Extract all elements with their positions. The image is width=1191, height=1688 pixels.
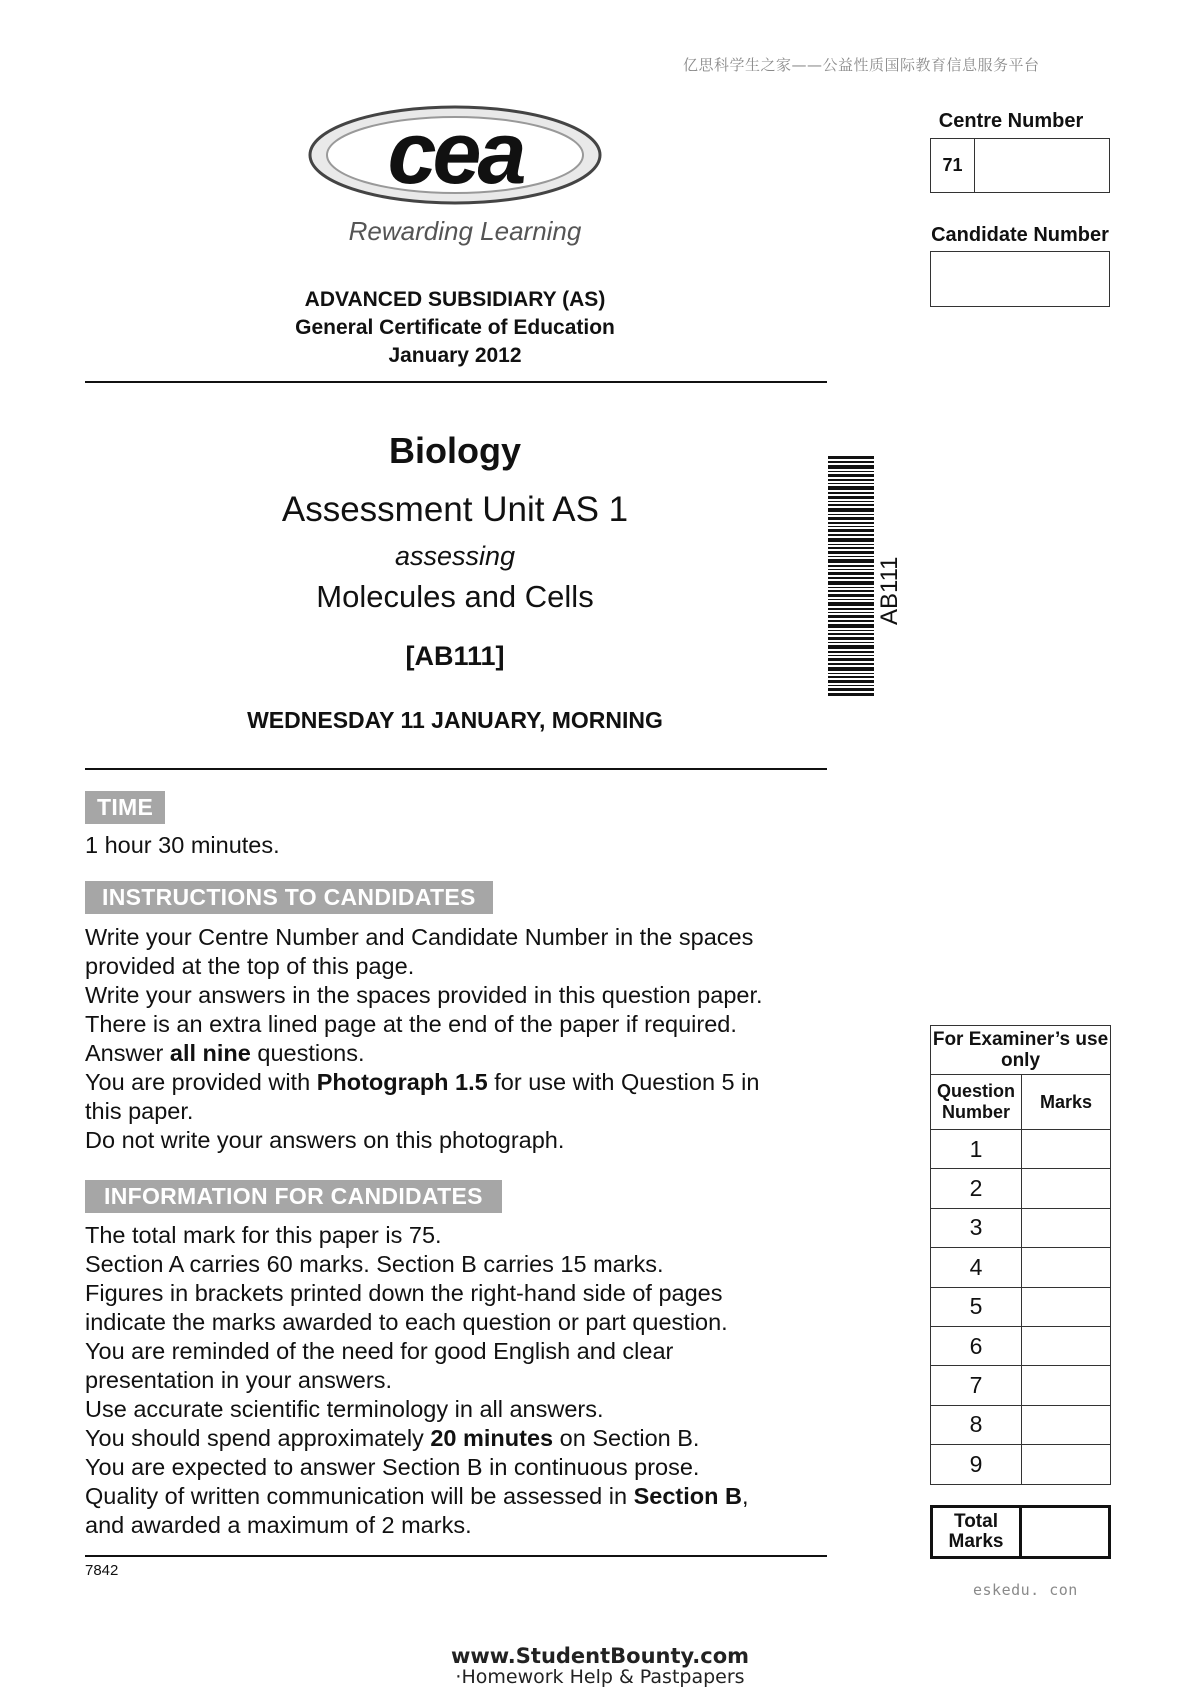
centre-number-label: Centre Number — [938, 110, 1084, 132]
information-line: You are expected to answer Section B in continuous prose. — [85, 1454, 700, 1480]
qualification-name: General Certificate of Education — [295, 316, 615, 339]
total-marks-box[interactable] — [930, 1505, 1111, 1559]
page-code: 7842 — [85, 1562, 119, 1579]
divider-top — [85, 381, 827, 383]
question-number: 7 — [931, 1366, 1022, 1405]
total-marks-label: Total Marks — [933, 1508, 1022, 1556]
logo-tagline: Rewarding Learning — [348, 216, 582, 246]
marks-cell[interactable] — [1022, 1287, 1111, 1326]
studentbounty-url: www.StudentBounty.com — [450, 1644, 750, 1668]
instructions-heading: INSTRUCTIONS TO CANDIDATES — [85, 881, 493, 914]
instruction-line: provided at the top of this page. — [85, 953, 415, 979]
examiner-marks-table — [930, 1025, 1111, 1485]
information-line: You are reminded of the need for good English and clear — [85, 1338, 674, 1364]
question-number: 6 — [931, 1326, 1022, 1365]
marks-header: Marks — [1022, 1075, 1111, 1130]
marks-cell[interactable] — [1022, 1248, 1111, 1287]
centre-number-field[interactable] — [930, 138, 1110, 193]
question-number: 1 — [931, 1130, 1022, 1169]
studentbounty-tagline: ·Homework Help & Pastpapers — [455, 1666, 745, 1688]
exam-date: WEDNESDAY 11 JANUARY, MORNING — [247, 707, 663, 733]
instruction-line: There is an extra lined page at the end of the paper if required. — [85, 1011, 737, 1037]
subject-title: Biology — [389, 430, 521, 471]
barcode-label: AB111 — [876, 556, 903, 625]
qualification-header — [85, 286, 825, 370]
marks-cell[interactable] — [1022, 1326, 1111, 1365]
candidate-number-field[interactable] — [930, 251, 1110, 307]
studentbounty-watermark — [450, 1645, 750, 1687]
information-line: and awarded a maximum of 2 marks. — [85, 1512, 472, 1538]
marks-cell[interactable] — [1022, 1405, 1111, 1444]
question-number: 5 — [931, 1287, 1022, 1326]
marks-cell[interactable] — [1022, 1445, 1111, 1484]
question-number: 8 — [931, 1405, 1022, 1444]
paper-code: [AB111] — [405, 641, 505, 671]
information-line: presentation in your answers. — [85, 1367, 392, 1393]
information-line: indicate the marks awarded to each question or part question. — [85, 1309, 728, 1335]
unit-topic: Molecules and Cells — [316, 579, 594, 614]
candidate-number-label: Candidate Number — [931, 224, 1109, 246]
information-line: Section A carries 60 marks. Section B carries 15 marks. — [85, 1251, 664, 1277]
question-number: 4 — [931, 1248, 1022, 1287]
instruction-line: this paper. — [85, 1098, 194, 1124]
information-line: Quality of written communication will be assessed in Section B, — [85, 1483, 749, 1509]
barcode — [828, 456, 874, 696]
information-line: The total mark for this paper is 75. — [85, 1222, 442, 1248]
instruction-line: Do not write your answers on this photograph. — [85, 1127, 565, 1153]
qualification-level: ADVANCED SUBSIDIARY (AS) — [304, 288, 606, 311]
information-line: Use accurate scientific terminology in all answers. — [85, 1396, 604, 1422]
assessing-label: assessing — [394, 541, 516, 571]
information-heading: INFORMATION FOR CANDIDATES — [85, 1180, 502, 1213]
marks-cell[interactable] — [1022, 1169, 1111, 1208]
question-number: 2 — [931, 1169, 1022, 1208]
divider-bottom — [85, 1555, 827, 1557]
question-number-header: Question Number — [931, 1075, 1022, 1130]
time-text: 1 hour 30 minutes. — [85, 832, 280, 858]
information-line: You should spend approximately 20 minutes on Section B. — [85, 1425, 700, 1451]
watermark-header: 亿思科学生之家——公益性质国际教育信息服务平台 — [683, 56, 1040, 74]
instruction-line: Write your answers in the spaces provided in this question paper. — [85, 982, 763, 1008]
examiner-heading: For Examiner’s use only — [931, 1026, 1111, 1075]
information-body — [85, 1221, 805, 1540]
instruction-line: You are provided with Photograph 1.5 for use with Question 5 in — [85, 1069, 760, 1095]
question-number: 3 — [931, 1208, 1022, 1247]
instruction-line: Answer all nine questions. — [85, 1040, 365, 1066]
marks-cell[interactable] — [1022, 1366, 1111, 1405]
question-number: 9 — [931, 1445, 1022, 1484]
svg-text:cea: cea — [387, 105, 523, 202]
centre-number-prefix: 71 — [931, 139, 975, 192]
instructions-body — [85, 923, 805, 1155]
cea-logo — [305, 105, 605, 217]
instruction-line: Write your Centre Number and Candidate Number in the spaces — [85, 924, 754, 950]
unit-title: Assessment Unit AS 1 — [281, 490, 629, 529]
marks-cell[interactable] — [1022, 1130, 1111, 1169]
time-heading: TIME — [85, 791, 165, 824]
marks-cell[interactable] — [1022, 1208, 1111, 1247]
watermark-footer: eskedu. con — [973, 1581, 1078, 1599]
information-line: Figures in brackets printed down the right-hand side of pages — [85, 1280, 723, 1306]
exam-session: January 2012 — [388, 344, 522, 367]
divider-middle — [85, 768, 827, 770]
